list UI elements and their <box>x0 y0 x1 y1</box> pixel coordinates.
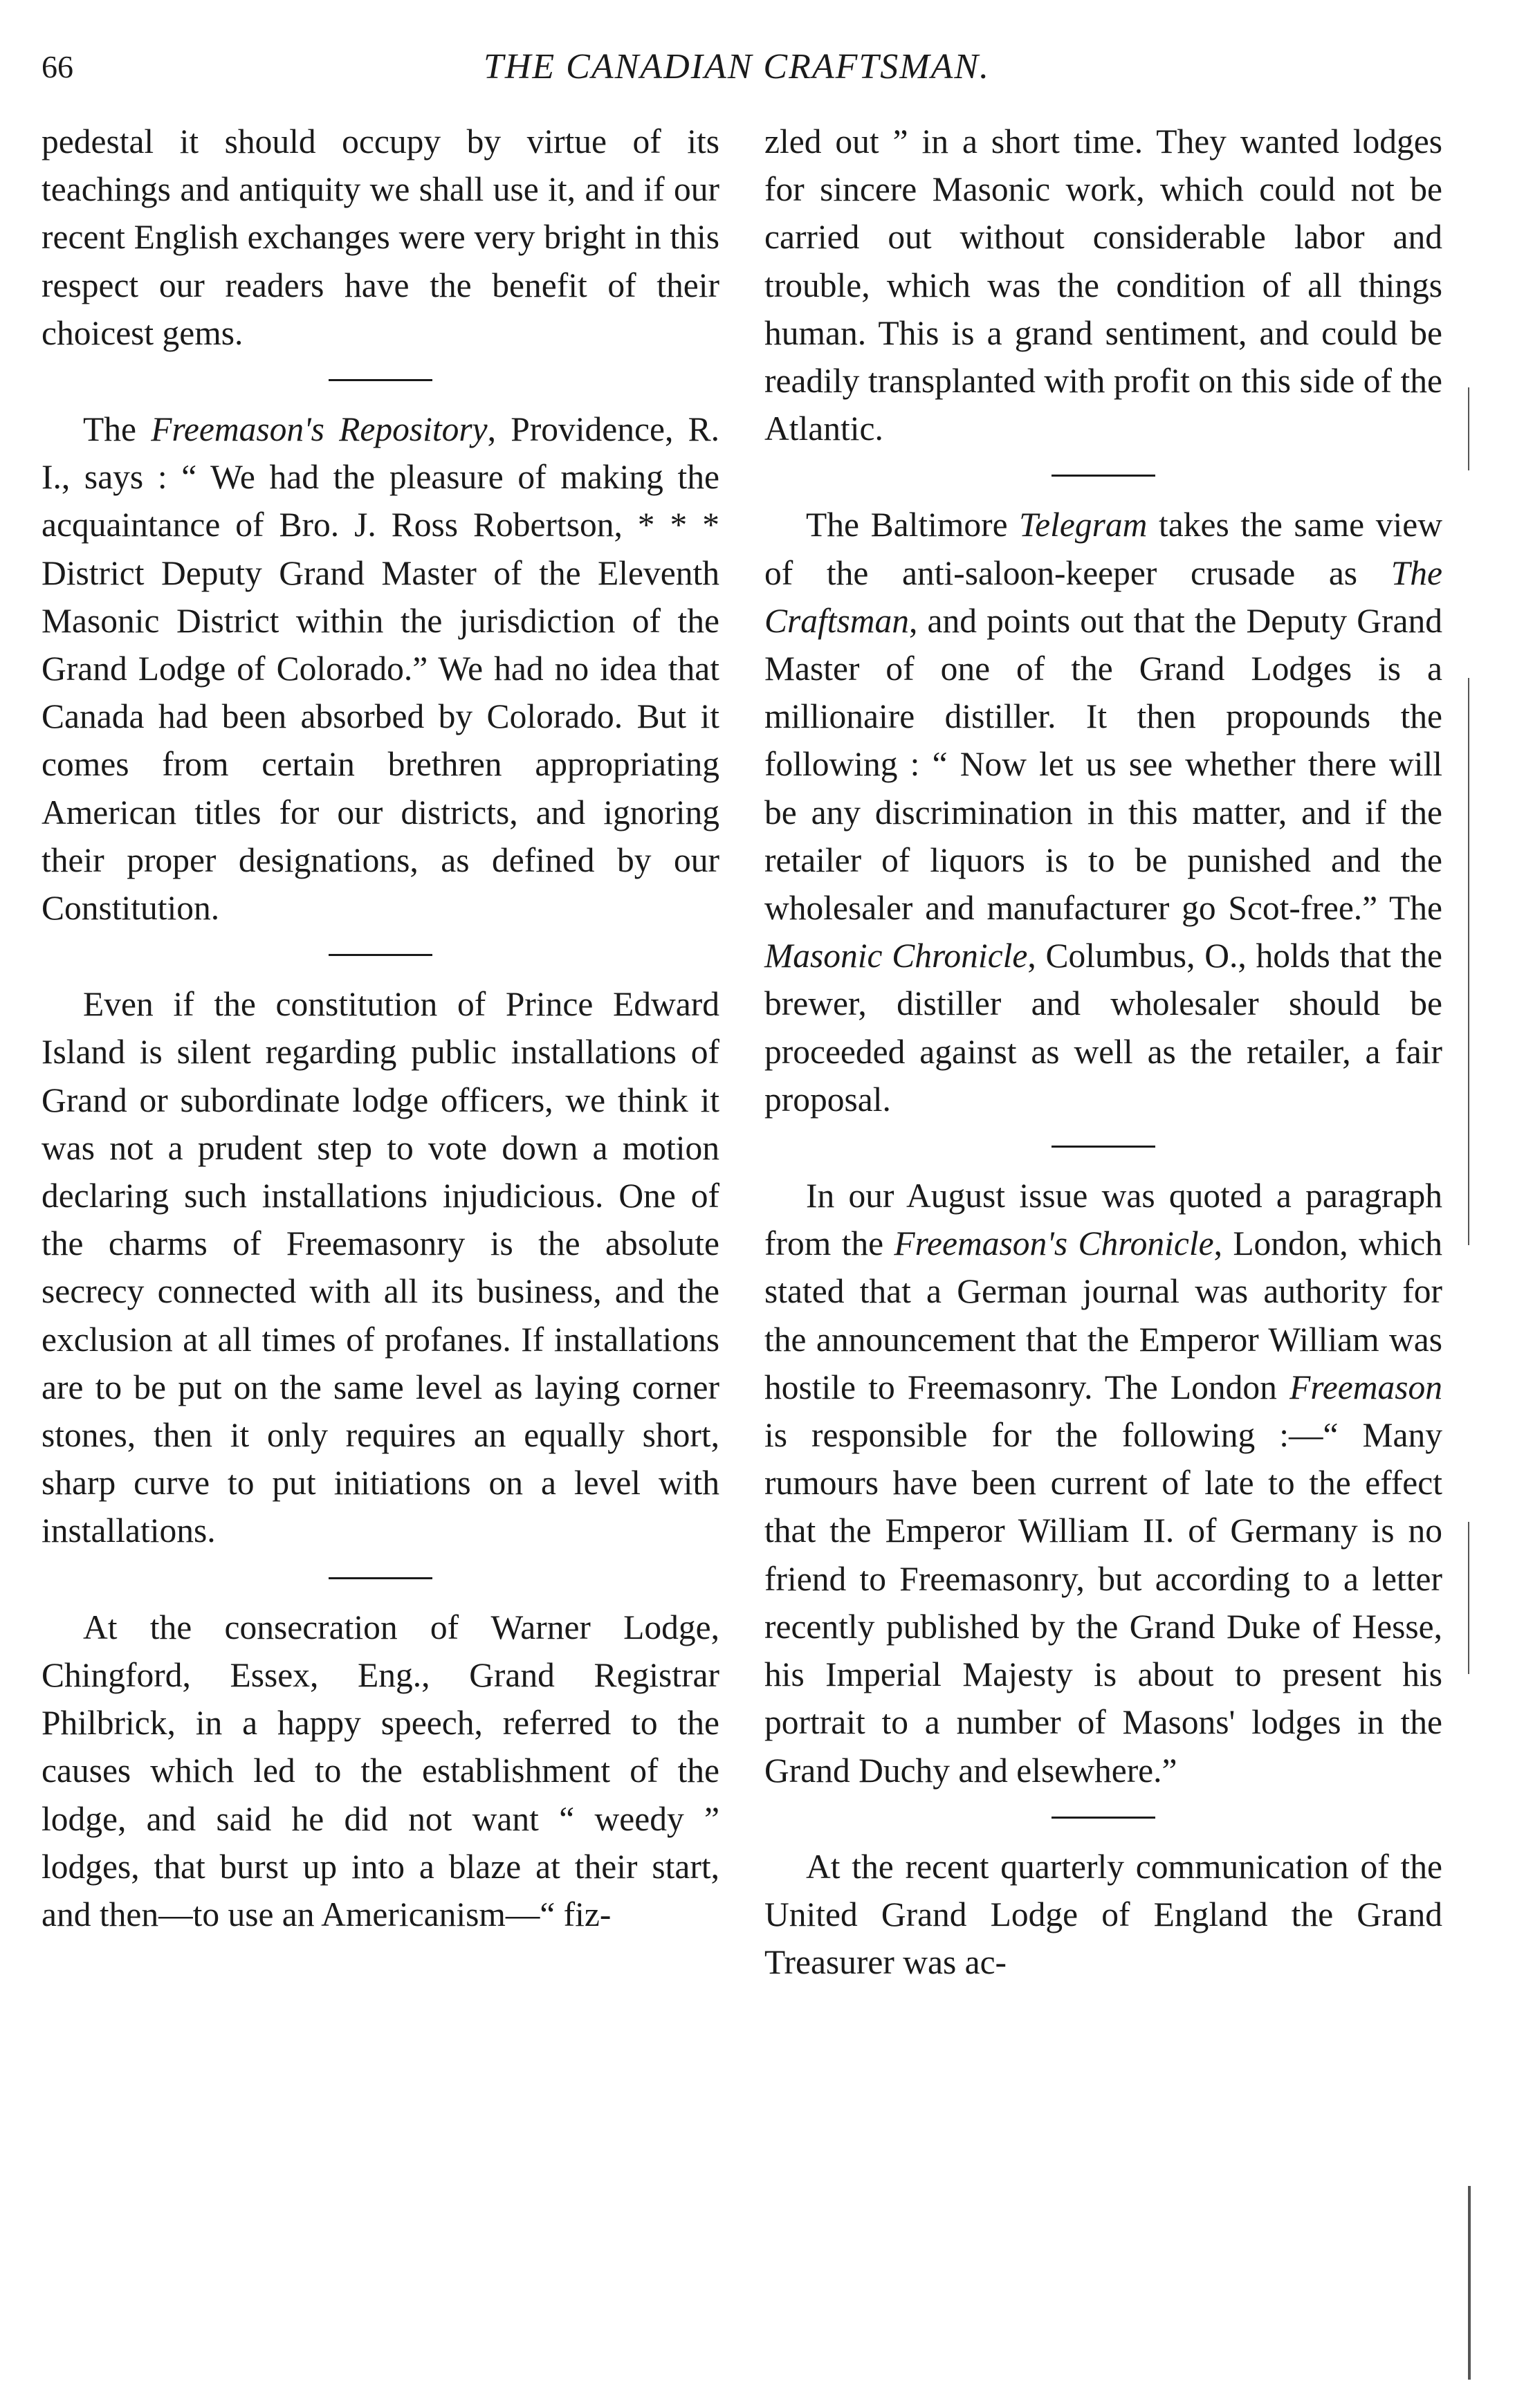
paragraph-freemasons-repository <box>42 405 719 932</box>
publication-title: The Craftsman <box>764 553 1442 640</box>
section-divider <box>1052 1146 1155 1148</box>
paragraph-fizzled-out: zled out ” in a short time. They wanted lodges for sincere Masonic work, which could not be carried out without considerable labor and trouble, which was the condition of all things human. This is a grand sentiment, and could be readily transplanted with profit on this side of the Atlantic. <box>764 122 1442 448</box>
section-divider <box>1052 1817 1155 1819</box>
paragraph-warner-lodge: At the consecration of Warner Lodge, Chingford, Essex, Eng., Grand Registrar Philbrick, in a happy speech, referred to the causes which led to the establishment of the lodge, and said he did not want “ weedy ” lodges, that burst up into a blaze at their start, and then—to use an Americanism—“ fiz- <box>42 1608 719 1933</box>
publication-title: Freemason's Chronicle <box>894 1224 1214 1263</box>
page-header <box>42 43 1432 91</box>
text-run: , Columbus, O., holds that the brewer, distiller and wholesaler should be proceeded against as well as the retailer, a fair proposal. <box>764 937 1443 1119</box>
text-run: The <box>83 410 152 449</box>
text-run: The Baltimore <box>806 506 1020 544</box>
page-number: 66 <box>42 49 73 84</box>
publication-title: Masonic Chronicle <box>764 937 1028 975</box>
section-divider <box>329 379 432 381</box>
text-run: , London, which stated that a German journal was authority for the announcement that the Emperor William was hostile to Freemasonry. The London <box>764 1224 1442 1406</box>
scan-edge-line <box>1468 678 1469 1245</box>
text-run: , and points out that the Deputy Grand Master of one of the Grand Lodges is a millionaire distiller. It then propounds the following : “ Now let us see whether there will be any discrimination in this matter, and if the retailer of liquors is to be punished and the wholesaler and manufacturer go Scot-free.” The <box>764 601 1442 928</box>
right-column <box>764 118 1442 1986</box>
section-divider <box>1052 475 1155 477</box>
paragraph-prince-edward-island: Even if the constitution of Prince Edward Island is silent regarding public installations of Grand or subordinate lodge officers, we think it was not a prudent step to vote down a motion declaring such installations injudicious. One of the charms of Freemasonry is the absolute secrecy connected with all its business, and the exclusion at all times of profanes. If installations are to be put on the same level as laying corner stones, then it only requires an equally short, sharp curve to put initiations on a level with installations. <box>42 985 719 1550</box>
paragraph-baltimore-telegram <box>764 501 1442 1123</box>
section-divider <box>329 1577 432 1579</box>
text-run: In our August issue was quoted a paragraph from the <box>764 1177 1442 1263</box>
paragraph-pedestal: pedestal it should occupy by virtue of its teachings and antiquity we shall use it, and if our recent English exchanges were very bright in this respect our readers have the benefit of their choicest gems. <box>42 122 719 352</box>
running-title: THE CANADIAN CRAFTSMAN. <box>483 47 991 86</box>
paragraph-grand-treasurer: At the recent quarterly communication of the United Grand Lodge of England the Grand Treasurer was ac- <box>764 1847 1442 1982</box>
section-divider <box>329 954 432 956</box>
scan-edge-line <box>1468 2186 1471 2380</box>
text-run: is responsible for the following :—“ Many rumours have been current of late to the effect that the Emperor William II. of Germany is no friend to Freemasonry, but according to a letter recently published by the Grand Duke of Hesse, his Imperial Majesty is about to present his portrait to a number of Masons' lodges in the Grand Duchy and elsewhere.” <box>764 1416 1442 1790</box>
left-column <box>42 118 719 1938</box>
text-run: takes the same view of the anti-saloon-keeper crusade as <box>764 506 1442 592</box>
scan-edge-line <box>1468 1522 1469 1674</box>
publication-title: Freemason <box>1289 1368 1442 1406</box>
scan-edge-line <box>1468 387 1469 470</box>
publication-title: Telegram <box>1019 506 1148 544</box>
paragraph-emperor-william <box>764 1172 1442 1794</box>
publication-title: Freemason's Repository <box>151 410 488 449</box>
text-run: , Providence, R. I., says : “ We had the pleasure of making the acquaintance of Bro. J. Ross Robertson, * * * District Deputy Grand Master of the Eleventh Masonic District within the jurisdiction of the Grand Lodge of Colorado.” We had no idea that Canada had been absorbed by Colorado. But it comes from certain brethren appropriating American titles for our districts, and ignoring their proper designations, as defined by our Constitution. <box>42 410 719 928</box>
